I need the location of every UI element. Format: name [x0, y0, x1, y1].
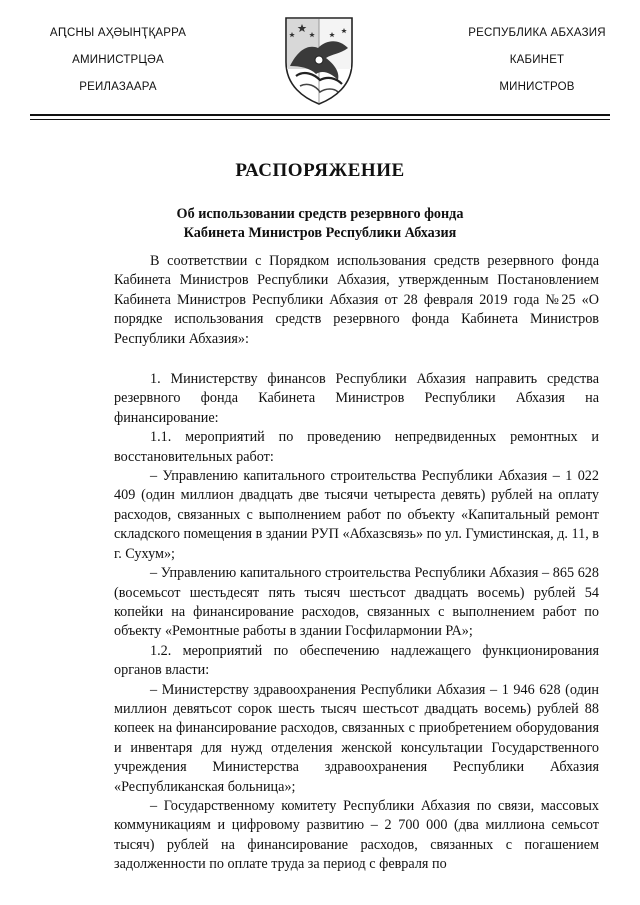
header-right-line-2: КАБИНЕТ	[509, 54, 565, 66]
header-right-line-3: МИНИСТРОВ	[499, 81, 575, 93]
document-subject-line-2: Кабинета Министров Республики Абхазия	[183, 225, 457, 241]
header-divider-thick	[30, 114, 610, 116]
paragraph-item-1-2-b: – Государственному комитету Республики Абхазия по связи, массовых коммуникациям и цифровому развитию – 2 700 000 (два миллиона семьсот тысяч) рублей на финансирование расходов, связанных с погашением задолженности по оплате труда за период с февраля по	[114, 797, 599, 873]
header-left-line-2: АМИНИСТРЦӘА	[72, 54, 164, 66]
paragraph-item-1-1-a: – Управлению капитального строительства Республики Абхазия – 1 022 409 (один миллион двадцать две тысячи четыреста девять) рублей на оплату расходов, связанных с выполнением работ по объекту «Капитальный ремонт складского помещения в здании РУП «Абхазсвязь» по ул. Гумистинская, д. 11, в г. Сухум»;	[114, 468, 599, 562]
header-left-block	[38, 26, 198, 107]
header-right-block	[452, 26, 622, 107]
paragraph-item-1-2-a: – Министерству здравоохранения Республики Абхазия – 1 946 628 (один миллион девятьсот сорок шесть тысяч шестьсот двадцать восемь) рублей 88 копеек на финансирование расходов, связанных с приобретением оборудования и инвентаря для нужд отделения женской консультации Государственного учреждения Министерства здравоохранения Республики Абхазия «Республиканская больница»;	[114, 681, 599, 795]
document-subject	[0, 205, 640, 243]
paragraph-preamble: В соответствии с Порядком использования средств резервного фонда Кабинета Министров Республики Абхазия, утвержденным Постановлением Кабинета Министров Республики Абхазия от 28 февраля 2019 года №25 «О порядке использования средств резервного фонда Кабинета Министров Республики Абхазия»:	[114, 253, 599, 347]
document-body	[114, 252, 599, 875]
document-subject-line-1: Об использовании средств резервного фонда	[176, 206, 464, 222]
paragraph-item-1-1: 1.1. мероприятий по проведению непредвиденных ремонтных и восстановительных работ:	[114, 429, 599, 465]
header-left-line-1: АԤСНЫ АҲӘЫНҬҚАРРА	[49, 27, 187, 39]
abkhazia-coat-of-arms-icon	[282, 14, 356, 106]
paragraph-item-1-2: 1.2. мероприятий по обеспечению надлежащего функционирования органов власти:	[114, 642, 599, 679]
paragraph-item-1-1-b: – Управлению капитального строительства Республики Абхазия – 865 628 (восемьсот шестьдесят пять тысяч шестьсот двадцать восемь) рублей 54 копейки на финансирование расходов, связанных с выполнением работ по объекту «Ремонтные работы в здании Госфилармонии РА»;	[114, 565, 599, 640]
header-left-line-3: РЕИЛАЗААРА	[79, 81, 157, 93]
header-right-line-1: РЕСПУБЛИКА АБХАЗИЯ	[468, 27, 606, 39]
paragraph-item-1: 1. Министерству финансов Республики Абхазия направить средства резервного фонда Кабинета Министров Республики Абхазия на финансирование:	[114, 371, 599, 426]
header-divider-thin	[30, 119, 610, 120]
document-title: РАСПОРЯЖЕНИЕ	[235, 160, 405, 181]
